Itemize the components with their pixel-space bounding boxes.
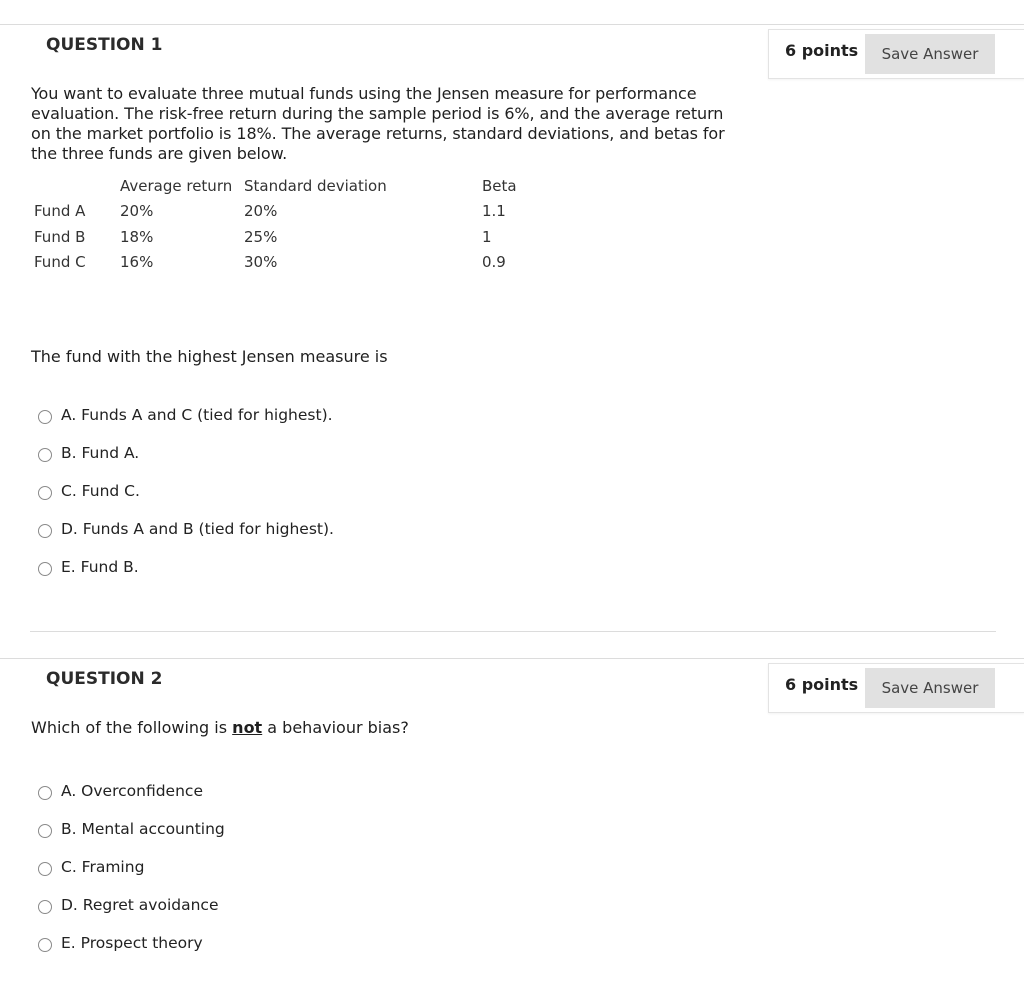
question-1-option-e[interactable]: [38, 557, 139, 577]
table-cell-fund: Fund A: [34, 202, 86, 220]
option-label: E. Prospect theory: [61, 934, 203, 952]
radio-button[interactable]: [38, 486, 52, 500]
question-2-save-answer-button[interactable]: Save Answer: [865, 668, 995, 708]
table-cell-beta: 1: [482, 228, 492, 246]
table-cell-standard-deviation: 25%: [244, 228, 278, 246]
table-header-beta: Beta: [482, 177, 517, 195]
table-cell-fund: Fund B: [34, 228, 86, 246]
table-cell-fund: Fund C: [34, 253, 86, 271]
radio-button[interactable]: [38, 900, 52, 914]
table-header-standard-deviation: Standard deviation: [244, 177, 387, 195]
question-2-title: QUESTION 2: [46, 669, 163, 689]
stem-line: evaluation. The risk-free return during the sample period is 6%, and the average return: [31, 104, 724, 123]
option-label: A. Overconfidence: [61, 782, 203, 800]
question-2-option-c[interactable]: [38, 857, 144, 877]
question-1-points-panel: [768, 29, 1024, 79]
table-cell-standard-deviation: 20%: [244, 202, 278, 220]
stem-line: on the market portfolio is 18%. The average returns, standard deviations, and betas for: [31, 124, 725, 143]
radio-button[interactable]: [38, 786, 52, 800]
option-label: A. Funds A and C (tied for highest).: [61, 406, 333, 424]
question-2-top-divider: [0, 658, 1024, 659]
question-2-option-a[interactable]: [38, 781, 203, 801]
top-divider: [0, 24, 1024, 25]
table-cell-average-return: 18%: [120, 228, 154, 246]
stem-line: You want to evaluate three mutual funds using the Jensen measure for performance: [31, 84, 697, 103]
option-label: E. Fund B.: [61, 558, 139, 576]
question-1-points: 6 points: [785, 41, 859, 60]
question-1-save-answer-button[interactable]: Save Answer: [865, 34, 995, 74]
question-1-stem: [31, 84, 771, 164]
prompt-text: a behaviour bias?: [262, 718, 409, 737]
question-1-option-c[interactable]: [38, 481, 140, 501]
table-cell-average-return: 16%: [120, 253, 154, 271]
question-1-prompt: The fund with the highest Jensen measure is: [31, 347, 388, 366]
stem-line: the three funds are given below.: [31, 144, 288, 163]
question-1-option-d[interactable]: [38, 519, 334, 539]
radio-button[interactable]: [38, 824, 52, 838]
option-label: C. Fund C.: [61, 482, 140, 500]
radio-button[interactable]: [38, 410, 52, 424]
table-cell-beta: 1.1: [482, 202, 506, 220]
radio-button[interactable]: [38, 562, 52, 576]
table-cell-beta: 0.9: [482, 253, 506, 271]
question-2-points-panel: [768, 663, 1024, 713]
option-label: C. Framing: [61, 858, 145, 876]
option-label: B. Fund A.: [61, 444, 140, 462]
table-header-average-return: Average return: [120, 177, 233, 195]
radio-button[interactable]: [38, 862, 52, 876]
question-divider: [30, 631, 996, 632]
table-cell-average-return: 20%: [120, 202, 154, 220]
option-label: B. Mental accounting: [61, 820, 225, 838]
question-1-option-b[interactable]: [38, 443, 139, 463]
question-1-title: QUESTION 1: [46, 35, 163, 55]
radio-button[interactable]: [38, 448, 52, 462]
question-2-prompt: [31, 718, 409, 737]
prompt-emphasis: not: [232, 718, 263, 737]
radio-button[interactable]: [38, 524, 52, 538]
question-2-option-b[interactable]: [38, 819, 225, 839]
question-2-option-e[interactable]: [38, 933, 203, 953]
question-2-points: 6 points: [785, 675, 859, 694]
question-1-option-a[interactable]: [38, 405, 333, 425]
option-label: D. Funds A and B (tied for highest).: [61, 520, 334, 538]
question-2-option-d[interactable]: [38, 895, 219, 915]
option-label: D. Regret avoidance: [61, 896, 219, 914]
table-cell-standard-deviation: 30%: [244, 253, 278, 271]
prompt-text: Which of the following is: [31, 718, 233, 737]
radio-button[interactable]: [38, 938, 52, 952]
